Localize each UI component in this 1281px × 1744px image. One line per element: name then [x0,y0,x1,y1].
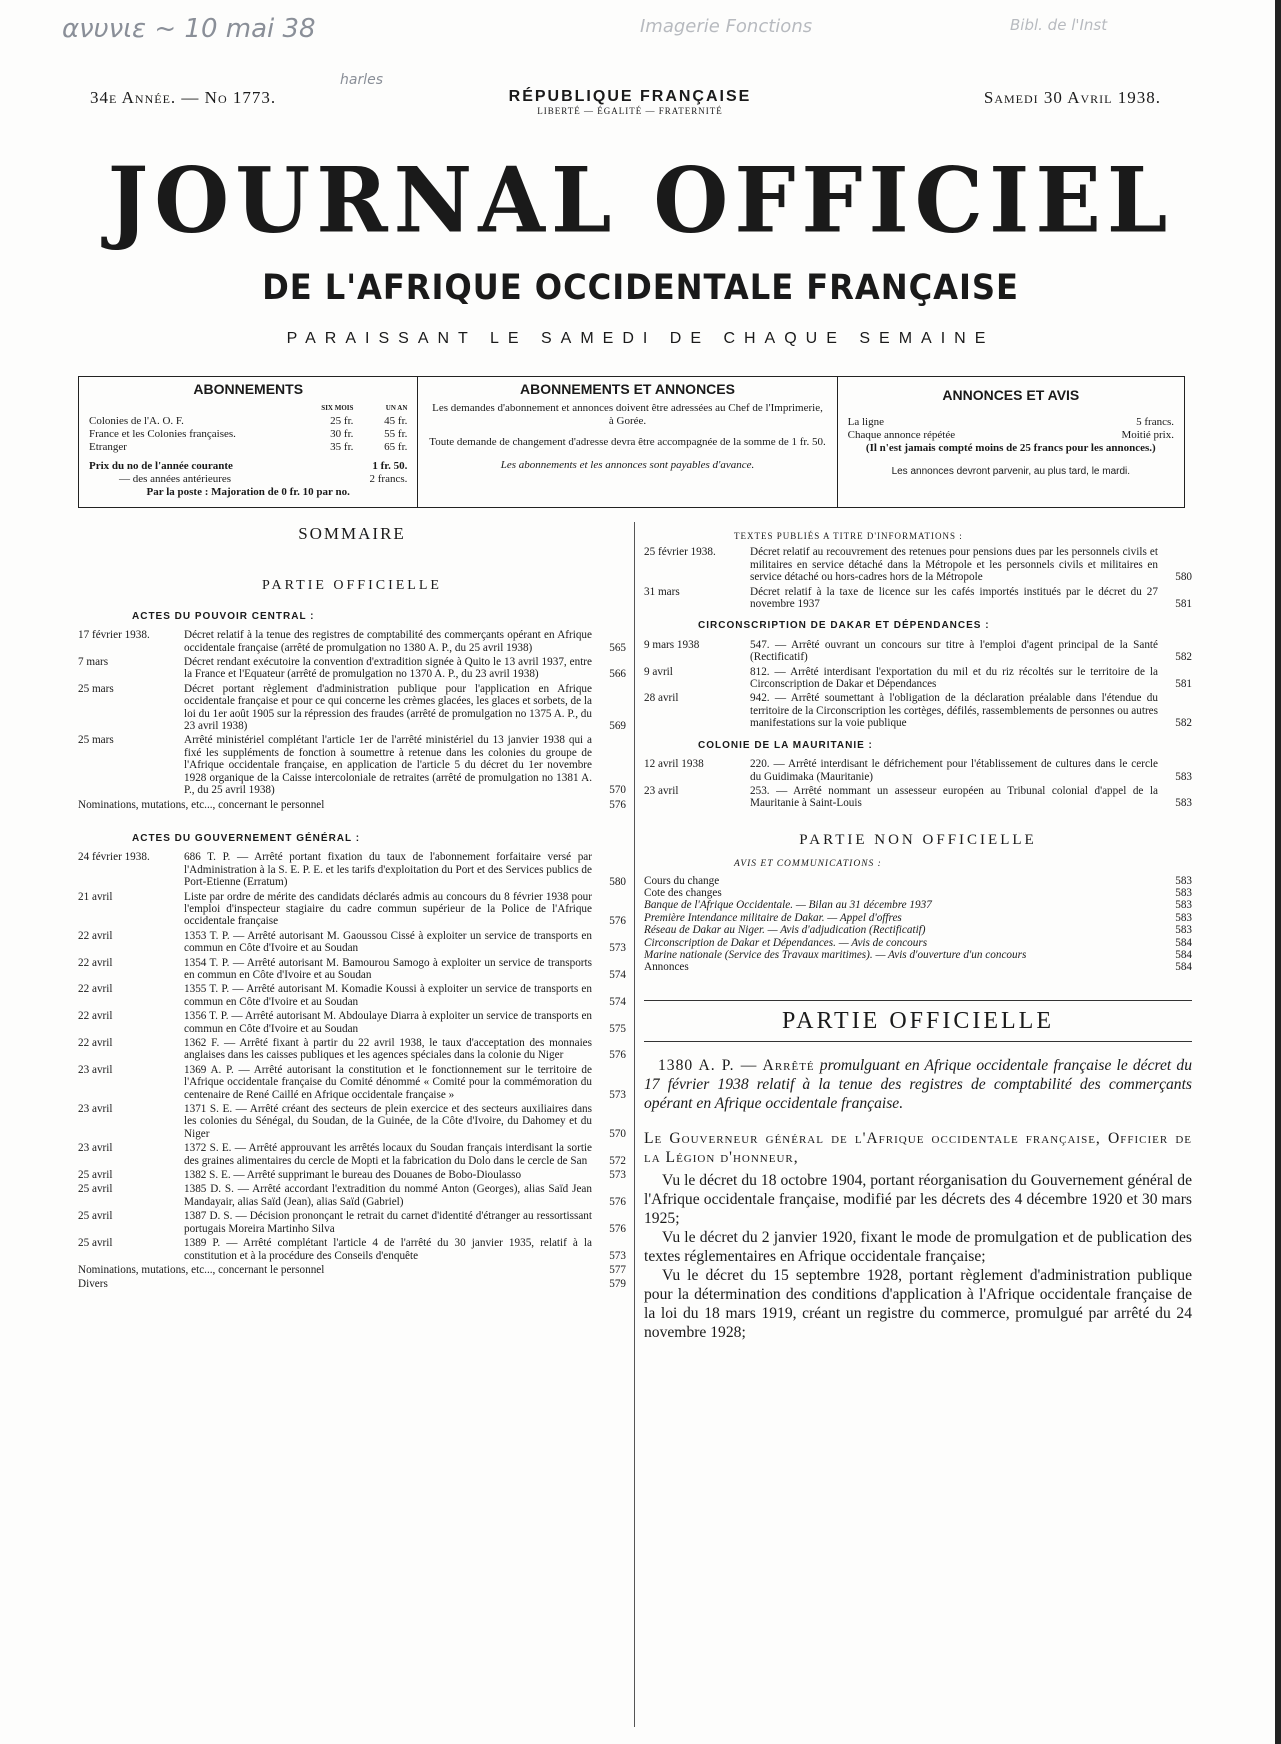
page-ref: 573 [609,1249,626,1262]
page-ref: 581 [1175,598,1192,611]
abonnements-title: ABONNEMENTS [193,381,304,397]
entry-text: 1387 D. S. — Décision prononçant le retrait du carnet d'identité d'étranger au ressortissant portugais Moreira Martinho Silva [184,1210,592,1235]
entry-text: 547. — Arrêté ouvrant un concours sur titre à l'emploi d'agent principal de la Santé (Rectificatif) [750,638,1158,664]
entry-date: 25 mars [78,682,114,695]
handwritten-note-top-left: ανυνιε ~ 10 mai 38 [62,14,316,44]
repetee-label: Chaque annonce répétée [847,429,956,441]
entry-date: 25 avril [78,1183,113,1196]
entry-text: Décret relatif au recouvrement des retenues pour pensions dues par les personnels civils et militaires en service détaché dans la Métropole et les personnels civils et militaires en service détaché ou hors-cadres hors de la Métropole [750,546,1158,584]
page-ref: 570 [609,1127,626,1140]
list-item [78,1010,626,1035]
entry-text: 1356 T. P. — Arrêté autorisant M. Abdoulaye Diarra à exploiter un service de transports en commun en Côte d'Ivoire et au Soudan [184,1010,592,1035]
page-ref: 573 [609,942,626,955]
ligne-row [848,416,1174,429]
tarif-row [89,415,407,428]
list-item [78,1064,626,1101]
tarif-label: Etranger [89,441,127,453]
page-ref: 583 [1175,899,1192,912]
annonces-avis-column [838,377,1184,507]
entry-date: 23 avril [78,1103,113,1116]
page-ref: 570 [609,784,626,797]
handwritten-note-top-middle: Imagerie Fonctions [640,16,813,37]
entry-text: 220. — Arrêté interdisant le défrichement pour l'établissement de cultures dans le cercle du Guidimaka (Mauritanie) [750,758,1158,783]
handwritten-note-top-right: Bibl. de l'Inst [1010,16,1108,34]
abonnements-annonces-title: ABONNEMENTS ET ANNONCES [520,381,735,397]
entry-text: 1362 F. — Arrêté fixant à partir du 22 avril 1938, le taux d'acceptation des monnaies anglaises dans les caisses publiques et les agences spéciales dans la colonie du Niger [184,1037,592,1062]
vu-paragraph: Vu le décret du 2 janvier 1920, fixant le mode de promulgation et de publication des textes réglementaires en Afrique occidentale française; [644,1229,1192,1266]
entry-text: 1355 T. P. — Arrêté autorisant M. Komadie Koussi à exploiter un service de transports en commun en Côte d'Ivoire et au Soudan [184,983,592,1008]
list-item [78,1037,626,1062]
entry-date: 9 avril [644,665,673,678]
repetee-row [848,429,1174,442]
entry-text: Cote des changes [644,886,722,899]
textes-info-heading: TEXTES PUBLIÉS A TITRE D'INFORMATIONS : [734,531,963,541]
list-item [78,1183,626,1208]
list-item [644,924,1192,936]
entry-date: 17 février 1938. [78,629,150,642]
list-item [644,887,1192,899]
page-ref: 576 [609,1049,626,1062]
entry-text: 253. — Arrêté nommant un assesseur européen au Tribunal colonial d'appel de la Mauritanie à Saint-Louis [750,784,1158,810]
list-item [644,875,1192,887]
abonnements-head [89,402,407,415]
page-ref: 582 [1175,651,1192,664]
partie-officielle-heading: PARTIE OFFICIELLE [262,578,442,594]
partie-non-officielle-list [644,875,1192,974]
abonnements-annonces-column [418,377,837,507]
gouvernement-general-list [78,851,626,1262]
entry-text: 1382 S. E. — Arrêté supprimant le bureau des Douanes de Bobo-Dioulasso [184,1169,522,1182]
arrete-number: 1380 A. P. — Arrêté [658,1057,815,1075]
list-item [644,586,1192,611]
list-item [644,546,1192,583]
page-ref: 583 [1175,924,1192,937]
entry-text: Liste par ordre de mérite des candidats déclarés admis au concours du 8 février 1938 pour l'emploi d'inspecteur stagiaire du cadre commun supérieur de la Police de l'Afrique occidentale française [184,890,592,928]
list-item [78,629,626,654]
list-item [78,983,626,1008]
tarif-an: 55 fr. [384,428,408,440]
entry-date: 25 mars [78,734,114,747]
avis-heading: AVIS ET COMMUNICATIONS : [734,859,882,870]
page-ref: 584 [1175,961,1192,974]
page-ref: 580 [609,876,626,889]
list-item [644,758,1192,783]
anterieures-value: 2 francs. [369,473,408,485]
tarif-row [89,428,407,441]
entry-text: 686 T. P. — Arrêté portant fixation du taux de l'abonnement forfaitaire versé par l'Administration à la S. E. P. E. et les tarifs d'exploitation du Port et des Services publics de Port-Etienne (Erratum) [184,851,592,889]
minimum-note: (Il n'est jamais compté moins de 25 francs pour les annonces.) [865,442,1156,454]
entry-date: 21 avril [78,890,113,903]
sommaire-right-column [644,528,1192,1342]
list-item [78,1237,626,1262]
entry-date: 24 février 1938. [78,851,150,864]
entry-text: 1372 S. E. — Arrêté approuvant les arrêtés locaux du Soudan français interdisant la sortie des graines alimentaires du cercle de Mopti et la fabrication du Dolo dans le cercle de San [184,1142,592,1167]
abonnements-annonces-p1: Les demandes d'abonnement et annonces doivent être adressées au Chef de l'Imprimerie, à Gorée. [432,402,823,427]
entry-text: Arrêté ministériel complétant l'article 1er de l'arrêté ministériel du 13 janvier 1938 qui a fixé les suppléments de fonction à soumettre à retenue dans les colonies du groupe de l'Afrique occidentale française, en application de l'article 5 du décret du 1er novembre 1928 organique de la Caisse intercoloniale de retraites (arrêté de promulgation no 1381 A. P., du 25 avril 1938) [184,734,592,797]
partie-non-officielle-heading: PARTIE NON OFFICIELLE [799,831,1037,848]
list-item [78,957,626,982]
dakar-heading: CIRCONSCRIPTION DE DAKAR ET DÉPENDANCES : [698,620,990,632]
list-item [78,734,626,796]
list-item [78,683,626,733]
list-item [78,851,626,888]
anterieures-label: — des années antérieures [119,473,232,485]
head-six-mois: SIX MOIS [321,404,354,412]
ligne-value: 5 francs. [1136,416,1174,428]
arrete-heading [644,1056,1192,1113]
page-ref: 580 [1175,571,1192,584]
entry-text: 1354 T. P. — Arrêté autorisant M. Bamourou Samogo à exploiter un service de transports en commun en Côte d'Ivoire et au Soudan [184,956,592,981]
entry-date: 12 avril 1938 [644,758,704,771]
tarif-six: 35 fr. [330,441,354,453]
entry-text: Banque de l'Afrique Occidentale. — Bilan au 31 décembre 1937 [644,899,932,912]
list-item [78,1142,626,1167]
page-ref: 577 [609,1263,626,1276]
abonnements-annonces-p2: Toute demande de changement d'adresse devra être accompagnée de la somme de 1 fr. 50. [429,436,826,448]
prix-row [89,460,407,473]
page-ref: 574 [609,995,626,1008]
prix-value: 1 fr. 50. [372,460,408,472]
issue-number: 34e Année. — No 1773. [90,88,277,107]
page-ref: 573 [609,1169,626,1182]
vu-paragraph: Vu le décret du 15 septembre 1928, portant règlement d'administration publique pour la détermination des conditions d'application à l'Afrique occidentale française de la loi du 18 mars 1919, créant un registre du commerce, promulgué par arrêté du 24 novembre 1928; [644,1267,1192,1342]
entry-date: 22 avril [78,929,113,942]
list-item [644,666,1192,691]
list-item [78,1278,626,1290]
entry-text: 1371 S. E. — Arrêté créant des secteurs de plein exercice et des secteurs auxiliaires dans les colonies du Sénégal, du Soudan, de la Guinée, de la Côte d'Ivoire, du Dahomey et du Niger [184,1103,592,1140]
list-item [644,949,1192,961]
pouvoir-central-heading: ACTES DU POUVOIR CENTRAL : [132,610,315,622]
entry-date: 23 avril [78,1142,113,1155]
scan-edge [1275,0,1281,1744]
entry-date: 22 avril [78,983,113,996]
annonces-avis-title: ANNONCES ET AVIS [942,387,1080,403]
list-item [78,1169,626,1181]
handwritten-note-near-number: harles [340,72,384,88]
page-ref: 582 [1175,717,1192,730]
list-item [644,639,1192,664]
page-ref: 572 [609,1154,626,1167]
entry-text: Première Intendance militaire de Dakar. — Appel d'offres [644,911,902,924]
entry-date: 25 avril [78,1237,113,1250]
entry-date: 22 avril [78,1010,113,1023]
entry-date: 22 avril [78,1037,113,1049]
tarif-label: France et les Colonies françaises. [89,428,236,440]
gouvernement-general-heading: ACTES DU GOUVERNEMENT GÉNÉRAL : [132,832,361,844]
prix-label: Prix du no de l'année courante [89,460,233,472]
vu-paragraph: Vu le décret du 18 octobre 1904, portant réorganisation du Gouvernement général de l'Afrique occidentale française, modifié par les décrets des 4 décembre 1920 et 30 mars 1925; [644,1172,1192,1228]
page-ref: 576 [609,1195,626,1208]
entry-date: 9 mars 1938 [644,638,700,651]
list-item [78,799,626,811]
entry-text: 1385 D. S. — Arrêté accordant l'extradition du nommé Anton (Georges), alias Saïd Jean Mandayair, alias Saïd (Jean), alias Saïd (Gabriel) [184,1183,592,1208]
page-ref: 583 [1175,874,1192,887]
list-item [644,912,1192,924]
textes-info-list [644,546,1192,610]
page-ref: 573 [609,1088,626,1101]
list-item [78,930,626,955]
list-item [644,899,1192,911]
page-ref: 566 [609,668,626,681]
section-rule [644,1000,1192,1001]
gouverneur-line: Le Gouverneur général de l'Afrique occidentale française, Officier de la Légion d'honneur, [644,1130,1192,1167]
list-item [644,961,1192,973]
partie-officielle-title: PARTIE OFFICIELLE [781,1007,1054,1034]
list-item [644,937,1192,949]
list-item [78,656,626,681]
subscription-box [78,376,1185,508]
entry-date: 28 avril [644,692,679,705]
page-ref: 575 [609,1022,626,1035]
page-ref: 574 [609,968,626,981]
anterieures-row [89,473,407,486]
head-un-an: UN AN [385,404,408,412]
page-ref: 579 [609,1278,626,1291]
entry-text: Annonces [644,961,689,974]
sommaire-left-column [78,524,626,1293]
entry-date: 25 avril [78,1169,113,1182]
abonnements-column [79,377,418,507]
entry-date: 31 mars [644,585,680,598]
masthead-title: JOURNAL OFFICIEL [107,147,1174,254]
column-divider [634,522,635,1727]
entry-date: 22 avril [78,956,113,969]
abonnements-annonces-p3: Les abonnements et les annonces sont payables d'avance. [500,459,755,471]
masthead-tagline: PARAISSANT LE SAMEDI DE CHAQUE SEMAINE [286,330,995,347]
issue-header [90,88,1161,118]
delai-note: Les annonces devront parvenir, au plus tard, le mardi. [891,466,1131,477]
ligne-label: La ligne [847,416,884,428]
entry-text: 1353 T. P. — Arrêté autorisant M. Gaoussou Cissé à exploiter un service de transports en commun en Côte d'Ivoire et au Soudan [184,929,592,955]
republique-block [509,88,752,116]
entry-text: Cours du change [644,874,720,887]
arrete-title: promulguant en Afrique occidentale française le décret du 17 février 1938 relatif à la tenue des registres de comptabilité des commerçants opérant en Afrique occidentale française. [644,1057,1192,1113]
masthead-subtitle: DE L'AFRIQUE OCCIDENTALE FRANÇAISE [262,268,1019,308]
entry-text: Décret relatif à la taxe de licence sur les cafés importés institués par le décret du 27 novembre 1937 [750,585,1158,611]
list-item [644,692,1192,729]
page-ref: 583 [1175,797,1192,810]
list-item [78,1210,626,1235]
page-ref: 569 [609,720,626,733]
entry-text: Décret relatif à la tenue des registres de comptabilité des commerçants opérant en Afrique occidentale française (arrêté de promulgation no 1380 A. P., du 25 avril 1938) [184,629,592,654]
entry-text: Réseau de Dakar au Niger. — Avis d'adjudication (Rectificatif) [644,924,926,937]
page-ref: 576 [609,1222,626,1235]
list-item [644,785,1192,810]
entry-text: Décret rendant exécutoire la convention d'extradition signée à Quito le 13 avril 1937, entre la France et l'Equateur (arrêté de promulgation no 1370 A. P., du 23 avril 1938) [184,656,592,681]
entry-text: 812. — Arrêté interdisant l'exportation du mil et du riz récoltés sur le territoire de la Circonscription de Dakar et Dépendances [750,665,1158,691]
entry-text: 942. — Arrêté soumettant à l'obligation de la déclaration préalable dans l'étendue du territoire de la Circonscription les cortèges, défilés, rassemblements de personnes ou autres manifestations sur la voie publique [750,692,1158,730]
list-item [78,1103,626,1140]
entry-text: 1369 A. P. — Arrêté autorisant la constitution et le fonctionnement sur le territoire de l'Afrique occidentale française du Comité dénommé « Comité pour la commémoration du centenaire de René Caillé en Afrique occidentale française » [184,1063,592,1101]
mauritanie-list [644,758,1192,810]
section-rule [644,1041,1192,1042]
page-ref: 584 [1175,936,1192,949]
mauritanie-heading: COLONIE DE LA MAURITANIE : [698,739,873,751]
page-ref: 581 [1175,678,1192,691]
pouvoir-central-list [78,629,626,796]
list-item [78,1264,626,1276]
devise: LIBERTÉ — ÉGALITÉ — FRATERNITÉ [537,106,723,116]
dakar-list [644,639,1192,730]
list-item [78,891,626,928]
nominations-text: Nominations, mutations, etc..., concernant le personnel [78,798,325,811]
tarif-row [89,441,407,454]
page-ref: 583 [1175,770,1192,783]
tarif-six: 30 fr. [330,428,354,440]
tarif-an: 45 fr. [384,415,408,427]
tarif-six: 25 fr. [330,415,354,427]
entry-text: Décret portant règlement d'administration publique pour l'application en Afrique occidentale française et pour ce qui concerne les crèmes glacées, les glaces et sorbets, de la loi du 1er août 1905 sur la répression des fraudes (arrêté de promulgation no 1375 A. P., du 23 avril 1938) [184,682,592,733]
page-ref: 583 [1175,911,1192,924]
republique-title: RÉPUBLIQUE FRANÇAISE [508,88,752,105]
page-ref: 584 [1175,948,1192,961]
page-ref: 576 [609,798,626,811]
page-ref: 576 [609,915,626,928]
page-ref: 565 [609,641,626,654]
entry-text: Circonscription de Dakar et Dépendances. — Avis de concours [644,936,928,949]
entry-date: 23 avril [78,1063,113,1076]
entry-date: 25 avril [78,1210,113,1223]
issue-date: Samedi 30 Avril 1938. [983,88,1161,107]
entry-date: 23 avril [644,784,679,797]
page-ref: 583 [1175,886,1192,899]
divers-text: Divers [78,1278,108,1291]
repetee-value: Moitié prix. [1121,429,1174,441]
entry-text: 1389 P. — Arrêté complétant l'article 4 de l'arrêté du 30 janvier 1935, relatif à la constitution et à la procédure des Conseils d'enquête [184,1237,592,1262]
sommaire-title: SOMMAIRE [298,524,406,543]
entry-text: Marine nationale (Service des Travaux maritimes). — Avis d'ouverture d'un concours [644,948,1027,961]
tarif-an: 65 fr. [384,441,408,453]
poste-note: Par la poste : Majoration de 0 fr. 10 par no. [146,486,350,498]
entry-date: 7 mars [78,656,109,669]
nominations-text: Nominations, mutations, etc..., concernant le personnel [78,1263,325,1276]
tarif-label: Colonies de l'A. O. F. [89,415,184,427]
entry-date: 25 février 1938. [644,546,716,559]
